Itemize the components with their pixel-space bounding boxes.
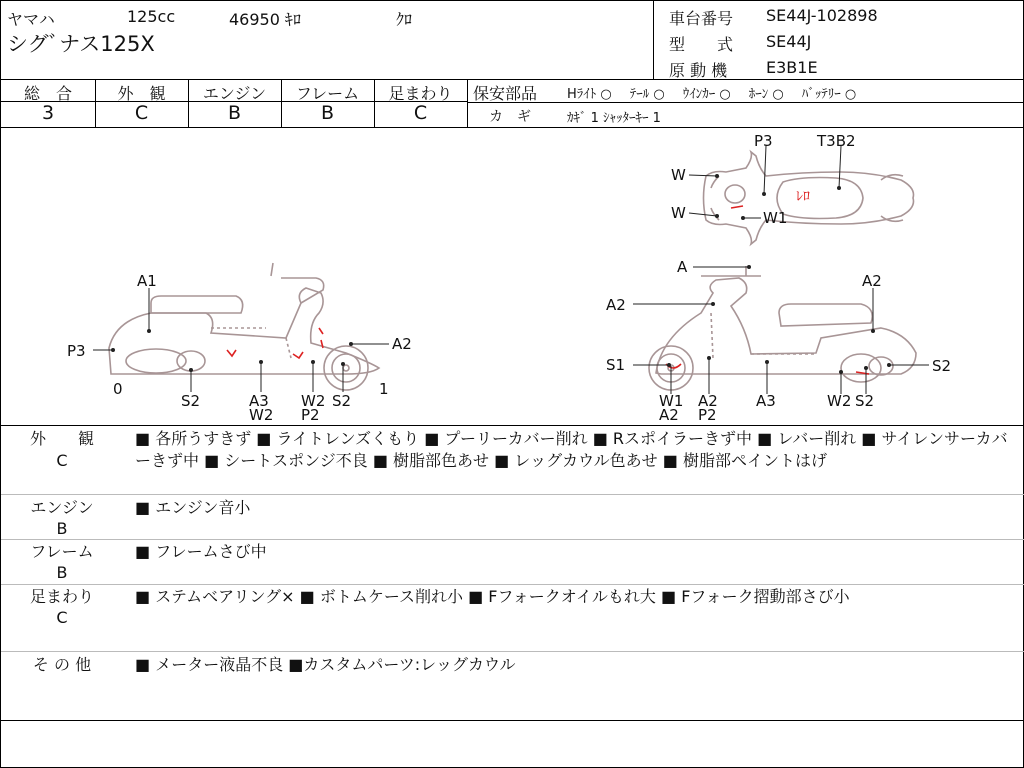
- overall-label: 総 合: [23, 84, 72, 103]
- engine-code-label: 原 動 機: [669, 61, 728, 80]
- model-code: SE44J: [766, 32, 812, 51]
- diagram-label: S2: [332, 392, 352, 410]
- section-label: 足まわり: [29, 587, 94, 606]
- section-text: ■ ステムベアリング× ■ ボトムケース削れ小 ■ Fフォークオイルもれ大 ■ Fフォーク摺動部さび小: [135, 587, 850, 606]
- frame-no-label: 車台番号: [669, 9, 734, 28]
- damage-diagram: [1, 128, 1024, 425]
- safety-item-name: ﾊﾞｯﾃﾘｰ: [801, 87, 841, 102]
- diagram-label: A3: [249, 392, 269, 410]
- safety-item: [630, 83, 665, 102]
- safety-item-mark: ○: [653, 87, 665, 102]
- diagram-label: 0: [113, 380, 123, 398]
- safety-item-mark: ○: [600, 87, 612, 102]
- safety-item-name: ﾃｰﾙ: [629, 87, 650, 102]
- displacement: 125cc: [127, 7, 176, 26]
- section-label: そ の 他: [32, 655, 92, 674]
- damage-mark: [731, 206, 743, 208]
- frame-grade: B: [320, 102, 335, 124]
- diagram-label: A: [677, 258, 688, 276]
- section-label: フレーム: [30, 542, 94, 561]
- safety-item-name: ｳｲﾝｶｰ: [682, 87, 716, 102]
- diagram-label: A2: [392, 335, 412, 353]
- diagram-label: A3: [756, 392, 776, 410]
- suspension-label: 足まわり: [388, 84, 453, 103]
- diagram-label: S2: [855, 392, 875, 410]
- safety-item: [567, 83, 612, 102]
- section-top-border: [1, 425, 1024, 426]
- maker: ヤマハ: [7, 10, 55, 29]
- frame-label: フレーム: [295, 84, 360, 103]
- key-label: カ ギ: [489, 109, 531, 125]
- leader-dots: [111, 174, 891, 374]
- safety-item: [749, 83, 784, 102]
- section-bottom-border: [1, 720, 1024, 721]
- exterior-label: 外 観: [117, 84, 166, 103]
- suspension-grade: C: [413, 102, 428, 124]
- safety-label: 保安部品: [473, 84, 538, 103]
- frame-no: SE44J-102898: [766, 6, 878, 25]
- section-divider: [1, 539, 1024, 540]
- overall-grade: 3: [41, 102, 55, 124]
- safety-item: [683, 83, 731, 102]
- diagram-label: W2: [301, 392, 326, 410]
- diagram-label: A2: [862, 272, 882, 290]
- section-text: ■ メーター液晶不良 ■カスタムパーツ:レッグカウル: [135, 655, 516, 674]
- diagram-label: W1: [659, 392, 684, 410]
- diagram-label: W: [671, 166, 686, 184]
- safety-separator: [467, 102, 1024, 103]
- color: ｸﾛ: [396, 10, 413, 29]
- diagram-label: W: [671, 204, 686, 222]
- mileage: 46950 ｷﾛ: [229, 10, 301, 29]
- diagram-label: S1: [606, 356, 626, 374]
- section-label: 外 観: [29, 429, 94, 448]
- diagram-label: S2: [932, 357, 952, 375]
- diagram-label: P2: [698, 406, 717, 424]
- engine-label: エンジン: [202, 84, 267, 103]
- diagram-label: P3: [754, 132, 773, 150]
- damage-mark: [293, 352, 303, 358]
- safety-item-name: ﾎｰﾝ: [748, 87, 769, 102]
- diagram-label: S2: [181, 392, 201, 410]
- safety-item-mark: ○: [772, 87, 784, 102]
- section-divider: [1, 651, 1024, 652]
- engine-grade: B: [227, 102, 242, 124]
- exterior-grade: C: [134, 102, 149, 124]
- model-code-label: 型 式: [669, 35, 734, 54]
- diagram-label: W2: [827, 392, 852, 410]
- key-value: ｶｷﾞ 1 ｼｬｯﾀｰｷｰ 1: [567, 111, 661, 126]
- safety-item: [802, 83, 856, 102]
- section-text: ■ エンジン音小: [135, 498, 251, 517]
- section-grade: B: [56, 563, 68, 582]
- diagram-label: A2: [606, 296, 626, 314]
- diagram-label: A2: [698, 392, 718, 410]
- diagram-label: P2: [301, 406, 320, 424]
- safety-item-mark: ○: [719, 87, 731, 102]
- header-divider: [653, 1, 654, 79]
- section-grade: B: [56, 519, 68, 538]
- section-grade: C: [56, 608, 68, 627]
- safety-items: [567, 83, 856, 102]
- leader-lines: [93, 146, 929, 394]
- diagram-label: 1: [379, 380, 389, 398]
- top-note: ﾚﾛ: [796, 189, 810, 205]
- diagram-label: A2: [659, 406, 679, 424]
- section-text: ■ フレームさび中: [135, 542, 267, 561]
- engine-code: E3B1E: [766, 58, 818, 77]
- section-divider: [1, 494, 1024, 495]
- diagram-label: W1: [763, 209, 788, 227]
- diagram-labels: [67, 132, 951, 424]
- model-name: シグﾞナス125X: [7, 32, 155, 56]
- diagram-label: P3: [67, 342, 86, 360]
- safety-item-name: Hﾗｲﾄ: [567, 87, 597, 102]
- safety-item-mark: ○: [844, 87, 857, 102]
- diagram-label: T3B2: [817, 132, 856, 150]
- grade-row-top: [1, 79, 1024, 80]
- damage-mark: [227, 350, 236, 356]
- section-grade: C: [56, 451, 68, 470]
- grade-divider: [467, 79, 468, 127]
- section-label: エンジン: [30, 498, 94, 517]
- diagram-label: A1: [137, 272, 157, 290]
- diagram-label: W2: [249, 406, 274, 424]
- section-text: ■ 各所うすきず ■ ライトレンズくもり ■ プーリーカバー削れ ■ Rスポイラーきず中 ■ レバー削れ ■ サイレンサーカバーきず中 ■ シートスポンジ不良 ■ 樹脂部色あせ ■ レッグカウル色あせ ■ 樹脂部ペイントはげ: [135, 429, 1008, 470]
- section-divider: [1, 584, 1024, 585]
